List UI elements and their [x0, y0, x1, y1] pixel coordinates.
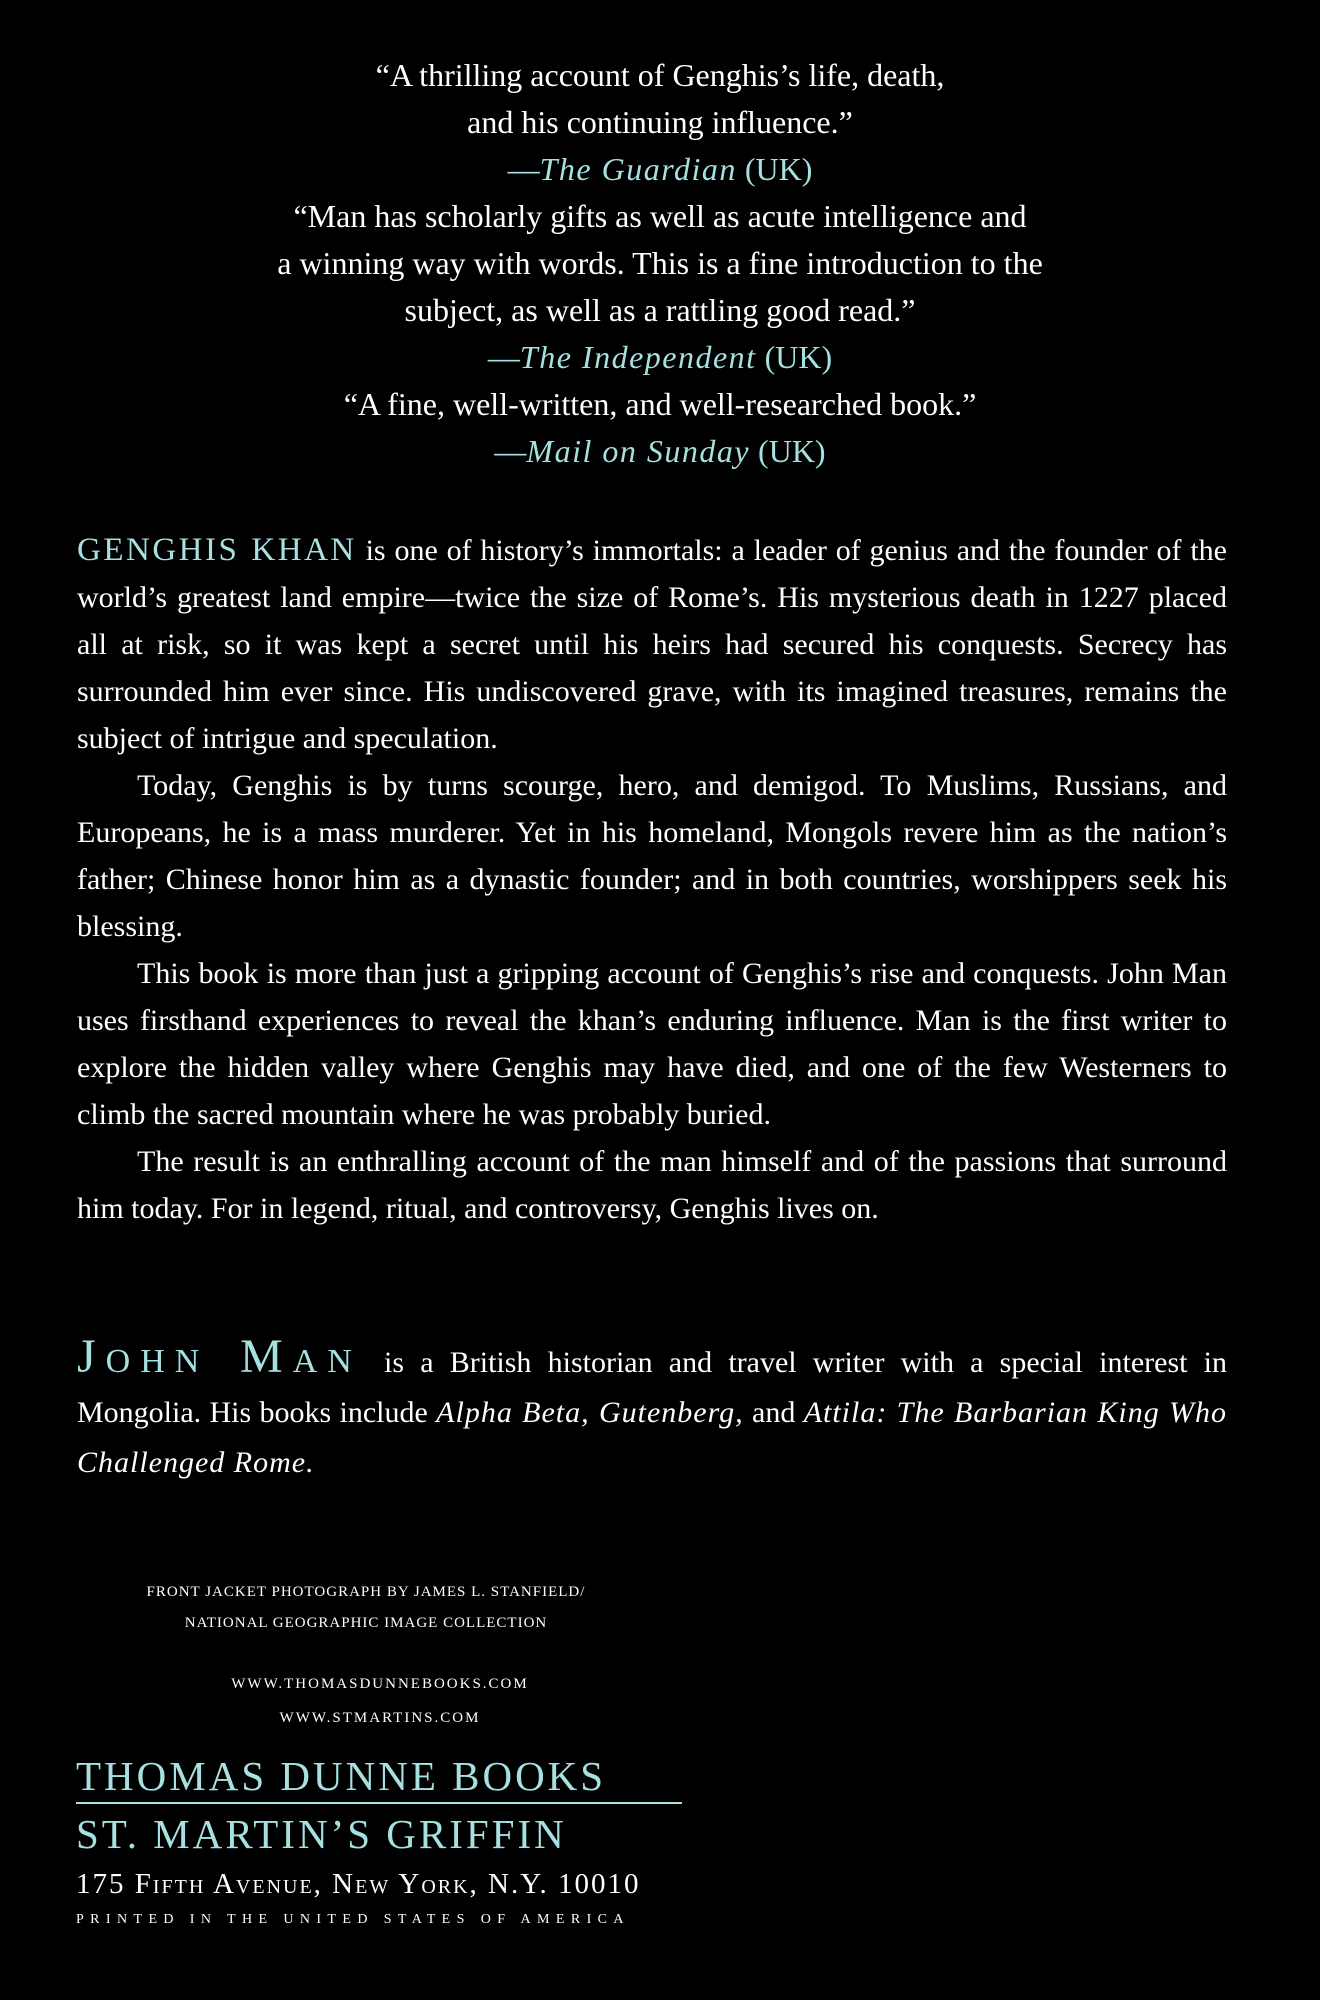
source-name: The Independent — [519, 339, 757, 375]
book-title: Alpha Beta, Gutenberg, — [436, 1396, 744, 1429]
book-title: Attila: The Barbarian King Who Challenged Rome. — [77, 1396, 1228, 1479]
review-quote — [130, 193, 1190, 381]
imprint-divider — [76, 1802, 682, 1804]
description-paragraph: This book is more than just a gripping account of Genghis’s rise and conquests. John Man uses firsthand experiences to reveal the khan’s enduring influence. Man is the first writer to explore the hidden valley where Genghis may have died, and one of the few Westerners to climb the sacred mountain where he was probably buried. — [77, 957, 1227, 1131]
printed-in: PRINTED IN THE UNITED STATES OF AMERICA — [76, 1912, 630, 1927]
publisher-url: WWW.THOMASDUNNEBOOKS.COM — [231, 1676, 529, 1692]
review-quotes — [130, 52, 1190, 475]
source-dash: — — [507, 151, 540, 187]
photo-credit-line: NATIONAL GEOGRAPHIC IMAGE COLLECTION — [184, 1615, 548, 1631]
photo-credit — [146, 1577, 586, 1639]
description-paragraph — [77, 527, 1227, 762]
imprint-name: THOMAS DUNNE BOOKS — [76, 1753, 607, 1799]
quote-source — [130, 428, 1190, 475]
source-region: (UK) — [744, 151, 813, 187]
author-bio-text: is a British historian and travel writer with a special interest in Mongolia. His books include — [77, 1346, 1227, 1429]
description-text: is one of history’s immortals: a leader of genius and the founder of the world’s greatest land empire—twice the size of Rome’s. His mysterious death in 1227 placed all at risk, so it was kept a secret until his heirs had secured his conquests. Secrecy has surrounded him ever since. His undiscovered grave, with its imagined treasures, remains the subject of intrigue and speculation. — [77, 534, 1227, 755]
source-region: (UK) — [758, 433, 826, 469]
quote-text-line: and his continuing influence.” — [467, 104, 853, 140]
author-bio — [77, 1332, 1227, 1488]
book-description — [77, 527, 1227, 1232]
quote-text-line: a winning way with words. This is a fine introduction to the — [277, 245, 1043, 281]
quote-text-line: subject, as well as a rattling good read.” — [404, 292, 916, 328]
imprint-name: ST. MARTIN’S GRIFFIN — [76, 1811, 567, 1857]
review-quote — [130, 52, 1190, 193]
publisher-urls — [180, 1667, 580, 1735]
review-quote — [130, 381, 1190, 475]
author-bio-text: and — [752, 1396, 796, 1429]
photo-credit-line: FRONT JACKET PHOTOGRAPH BY JAMES L. STANFIELD/ — [146, 1584, 586, 1600]
description-paragraph: The result is an enthralling account of the man himself and of the passions that surround him today. For in legend, ritual, and controversy, Genghis lives on. — [77, 1145, 1227, 1225]
source-dash: — — [494, 433, 527, 469]
quote-source — [130, 146, 1190, 193]
author-name: John Man — [77, 1330, 362, 1383]
publisher-url: WWW.STMARTINS.COM — [279, 1710, 481, 1726]
source-name: The Guardian — [539, 151, 737, 187]
description-paragraph: Today, Genghis is by turns scourge, hero, and demigod. To Muslims, Russians, and Europeans, he is a mass murderer. Yet in his homeland, Mongols revere him as the nation’s father; Chinese honor him as a dynastic founder; and in both countries, worshippers seek his blessing. — [77, 769, 1227, 943]
publisher-block — [76, 1750, 682, 1934]
quote-text-line: “A thrilling account of Genghis’s life, death, — [375, 57, 945, 93]
quote-text-line: “Man has scholarly gifts as well as acute intelligence and — [293, 198, 1027, 234]
author-bio-paragraph — [77, 1332, 1227, 1488]
publisher-address: 175 Fifth Avenue, New York, N.Y. 10010 — [76, 1868, 641, 1900]
quote-text-line: “A fine, well-written, and well-researched book.” — [343, 386, 977, 422]
lead-title: GENGHIS KHAN — [77, 532, 357, 568]
source-name: Mail on Sunday — [526, 433, 751, 469]
quote-source — [130, 334, 1190, 381]
source-region: (UK) — [764, 339, 833, 375]
source-dash: — — [487, 339, 520, 375]
